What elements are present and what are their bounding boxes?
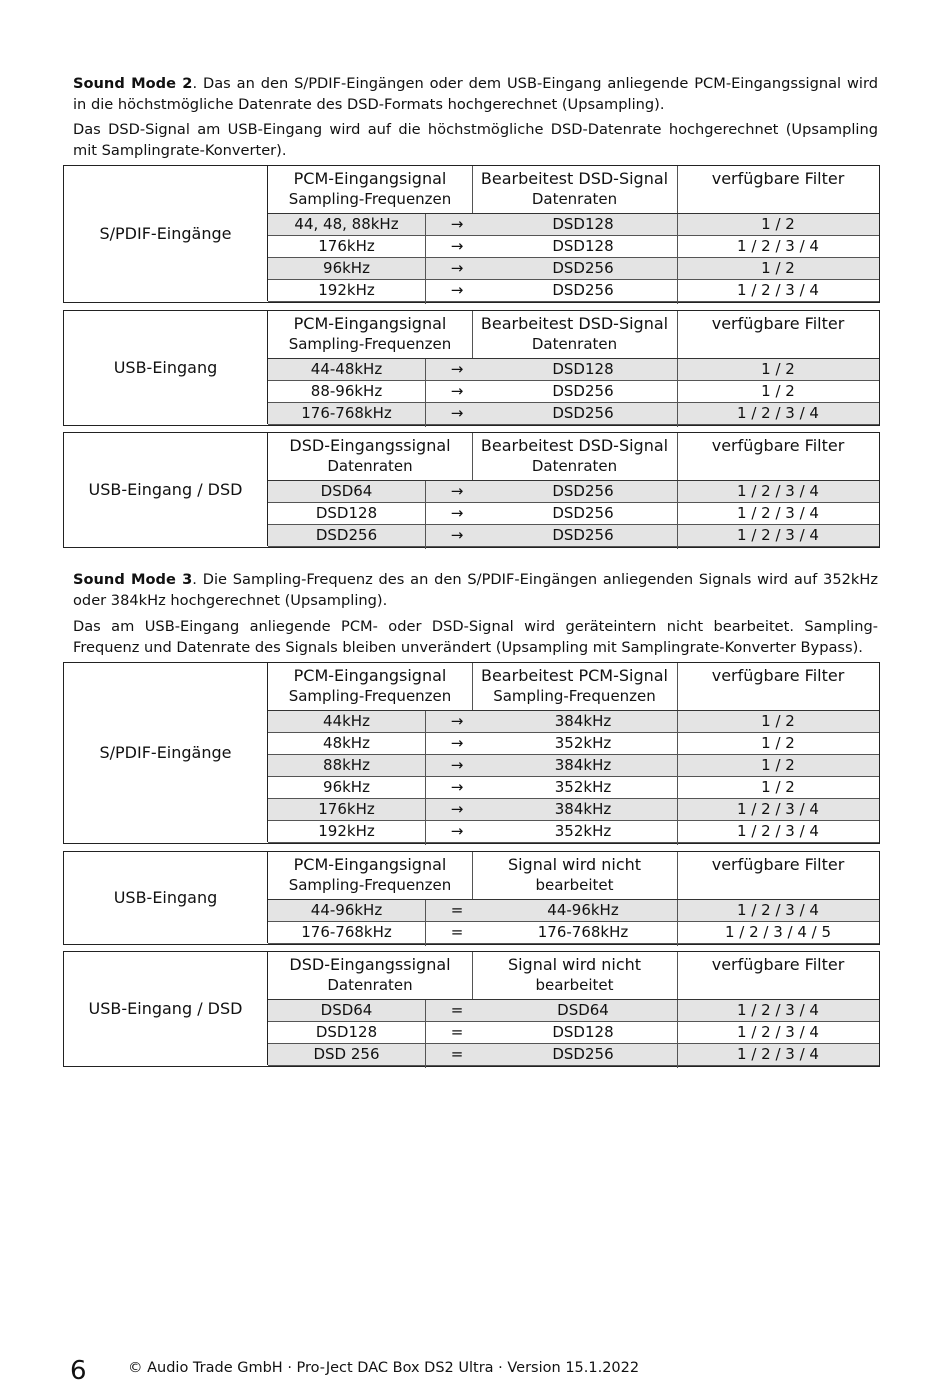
header-col1-title: DSD-Eingangssignal [289,436,451,455]
input-rate: 48kHz [323,734,370,752]
output-rate: DSD256 [552,526,614,544]
divider [472,852,473,900]
mode3-paragraph-2: Das am USB-Eingang anliegende PCM- oder DSD-Signal wird geräteintern nicht bearbeitet. Sampling-Frequenz und Datenrate des Signals bleiben unverändert (Upsampling mit Samplingrate-Konverter Bypass). [73,618,878,656]
input-rate: DSD128 [315,504,378,522]
input-rate: 176-768kHz [301,923,392,941]
input-rate: 88kHz [323,756,370,774]
conversion-symbol: → [450,712,464,730]
conversion-symbol: → [450,259,464,277]
input-label: USB-Eingang [64,311,268,424]
header-col2-sub: bearbeitet [535,976,614,994]
filters: 1 / 2 / 3 / 4 [737,800,819,818]
mode3-title: Sound Mode 3 [73,571,193,588]
signal-table [63,851,880,945]
header-col2-title: Bearbeitest PCM-Signal [480,666,668,685]
header-col1-title: DSD-Eingangssignal [289,955,451,974]
input-rate: 96kHz [323,259,370,277]
table-row [268,799,879,821]
conversion-symbol: → [450,504,464,522]
filters: 1 / 2 [761,778,795,796]
header-col2-title: Bearbeitest DSD-Signal [480,314,669,333]
output-rate: 384kHz [554,756,612,774]
filters: 1 / 2 [761,756,795,774]
conversion-symbol: → [450,360,464,378]
conversion-symbol: = [450,901,464,919]
table-row [268,503,879,525]
input-rate: 176kHz [318,237,375,255]
output-rate: DSD64 [557,1001,609,1019]
divider [472,166,473,214]
filters: 1 / 2 / 3 / 4 [737,504,819,522]
output-rate: DSD128 [552,215,614,233]
mode3-text-1: . Die Sampling-Frequenz des an den S/PDIF-Eingängen anliegenden Signals wird auf 352kHz oder 384kHz hochgerechnet (Upsampling). [73,571,878,609]
signal-table [63,165,880,303]
header-col1-sub: Sampling-Frequenzen [288,687,452,705]
input-label: USB-Eingang [64,852,268,943]
header-col2-sub: bearbeitet [535,876,614,894]
output-rate: 352kHz [554,734,612,752]
divider [677,711,678,845]
table-row [268,359,879,381]
header-col1-sub: Datenraten [327,976,413,994]
table-row [268,236,879,258]
header-filter-title: verfügbare Filter [711,666,845,685]
table-row [268,525,879,547]
output-rate: DSD128 [552,1023,614,1041]
divider [425,1000,426,1068]
conversion-symbol: = [450,1023,464,1041]
input-rate: 192kHz [318,822,375,840]
input-rate: DSD256 [315,526,378,544]
divider [425,900,426,946]
header-col1-title: PCM-Eingangsignal [293,855,447,874]
header-col1-title: PCM-Eingangsignal [293,666,447,685]
header-col2-sub: Datenraten [531,190,618,208]
output-rate: DSD128 [552,237,614,255]
output-rate: 384kHz [554,712,612,730]
conversion-symbol: → [450,822,464,840]
table-row [268,280,879,302]
conversion-symbol: → [450,734,464,752]
input-rate: 88-96kHz [310,382,383,400]
conversion-symbol: = [450,923,464,941]
table-row [268,755,879,777]
filters: 1 / 2 / 3 / 4 [737,526,819,544]
output-rate: 44-96kHz [547,901,619,919]
header-col1-sub: Datenraten [327,457,413,475]
footer-text: © Audio Trade GmbH · Pro-Ject DAC Box DS2 Ultra · Version 15.1.2022 [128,1360,640,1376]
filters: 1 / 2 / 3 / 4 [737,1045,819,1063]
divider [677,900,678,946]
divider [425,481,426,549]
filters: 1 / 2 [761,215,795,233]
divider [425,214,426,304]
header-col1-title: PCM-Eingangsignal [293,314,447,333]
output-rate: 384kHz [554,800,612,818]
output-rate: DSD128 [552,360,614,378]
divider [472,311,473,359]
header-col2-title: Signal wird nicht [507,855,642,874]
table-row [268,1022,879,1044]
mode2-text-1: . Das an den S/PDIF-Eingängen oder dem USB-Eingang anliegende PCM-Eingangssignal wird in die höchstmögliche Datenrate des DSD-Formats hochgerechnet (Upsampling). [73,75,878,113]
filters: 1 / 2 / 3 / 4 [737,281,819,299]
filters: 1 / 2 / 3 / 4 [737,237,819,255]
output-rate: 352kHz [554,822,612,840]
input-label: USB-Eingang / DSD [64,433,268,546]
table-row [268,1044,879,1066]
conversion-symbol: → [450,526,464,544]
conversion-symbol: → [450,756,464,774]
filters: 1 / 2 / 3 / 4 [737,404,819,422]
filters: 1 / 2 / 3 / 4 / 5 [724,923,832,941]
table-row [268,381,879,403]
conversion-symbol: → [450,800,464,818]
input-rate: 176-768kHz [301,404,392,422]
filters: 1 / 2 / 3 / 4 [737,822,819,840]
input-label: USB-Eingang / DSD [64,952,268,1065]
header-filter-title: verfügbare Filter [711,855,845,874]
conversion-symbol: → [450,281,464,299]
signal-table [63,662,880,844]
divider [425,359,426,427]
header-filter-title: verfügbare Filter [711,955,845,974]
signal-table [63,432,880,548]
header-col2-title: Bearbeitest DSD-Signal [480,169,669,188]
input-rate: DSD64 [320,482,373,500]
input-rate: 44-96kHz [310,901,383,919]
divider [425,711,426,845]
conversion-symbol: → [450,215,464,233]
conversion-symbol: → [450,237,464,255]
input-label: S/PDIF-Eingänge [64,663,268,842]
filters: 1 / 2 [761,734,795,752]
divider [677,481,678,549]
input-rate: DSD64 [320,1001,373,1019]
output-rate: DSD256 [552,281,614,299]
filters: 1 / 2 / 3 / 4 [737,1023,819,1041]
header-col2-title: Bearbeitest DSD-Signal [480,436,669,455]
table-row [268,258,879,280]
input-rate: 176kHz [318,800,375,818]
filters: 1 / 2 / 3 / 4 [737,1001,819,1019]
table-row [268,481,879,503]
output-rate: DSD256 [552,504,614,522]
header-filter-title: verfügbare Filter [711,169,845,188]
conversion-symbol: → [450,382,464,400]
mode3-paragraph-1 [73,569,878,611]
mode2-title: Sound Mode 2 [73,75,193,92]
table-row [268,922,879,944]
output-rate: DSD256 [552,482,614,500]
divider [472,952,473,1000]
table-row [268,214,879,236]
divider [677,359,678,427]
table-row [268,733,879,755]
output-rate: DSD256 [552,404,614,422]
signal-table [63,310,880,426]
header-filter-title: verfügbare Filter [711,436,845,455]
header-col1-sub: Sampling-Frequenzen [288,190,452,208]
input-rate: DSD 256 [313,1045,380,1063]
table-row [268,711,879,733]
mode2-paragraph-1 [73,73,878,115]
mode2-paragraph-2: Das DSD-Signal am USB-Eingang wird auf die höchstmögliche DSD-Datenrate hochgerechnet (Upsampling mit Samplingrate-Konverter). [73,121,878,159]
input-label: S/PDIF-Eingänge [64,166,268,301]
filters: 1 / 2 / 3 / 4 [737,901,819,919]
filters: 1 / 2 [761,259,795,277]
header-col1-sub: Sampling-Frequenzen [288,335,452,353]
conversion-symbol: → [450,482,464,500]
header-col2-sub: Datenraten [531,457,618,475]
filters: 1 / 2 [761,382,795,400]
conversion-symbol: = [450,1045,464,1063]
divider [472,433,473,481]
output-rate: 352kHz [554,778,612,796]
header-col2-sub: Sampling-Frequenzen [493,687,656,705]
input-rate: 96kHz [323,778,370,796]
input-rate: 192kHz [318,281,375,299]
filters: 1 / 2 / 3 / 4 [737,482,819,500]
table-row [268,777,879,799]
output-rate: DSD256 [552,382,614,400]
header-col2-title: Signal wird nicht [507,955,642,974]
filters: 1 / 2 [761,712,795,730]
output-rate: 176-768kHz [537,923,629,941]
divider [677,214,678,304]
divider [472,663,473,711]
filters: 1 / 2 [761,360,795,378]
input-rate: 44kHz [323,712,370,730]
conversion-symbol: → [450,404,464,422]
input-rate: 44-48kHz [310,360,383,378]
table-row [268,1000,879,1022]
header-col1-sub: Sampling-Frequenzen [288,876,452,894]
input-rate: 44, 48, 88kHz [294,215,399,233]
header-col2-sub: Datenraten [531,335,618,353]
header-col1-title: PCM-Eingangsignal [293,169,447,188]
divider [677,1000,678,1068]
signal-table [63,951,880,1067]
table-row [268,821,879,843]
input-rate: DSD128 [315,1023,378,1041]
page-number: 6 [70,1356,87,1386]
conversion-symbol: = [450,1001,464,1019]
table-row [268,900,879,922]
header-filter-title: verfügbare Filter [711,314,845,333]
table-row [268,403,879,425]
output-rate: DSD256 [552,259,614,277]
conversion-symbol: → [450,778,464,796]
output-rate: DSD256 [552,1045,614,1063]
